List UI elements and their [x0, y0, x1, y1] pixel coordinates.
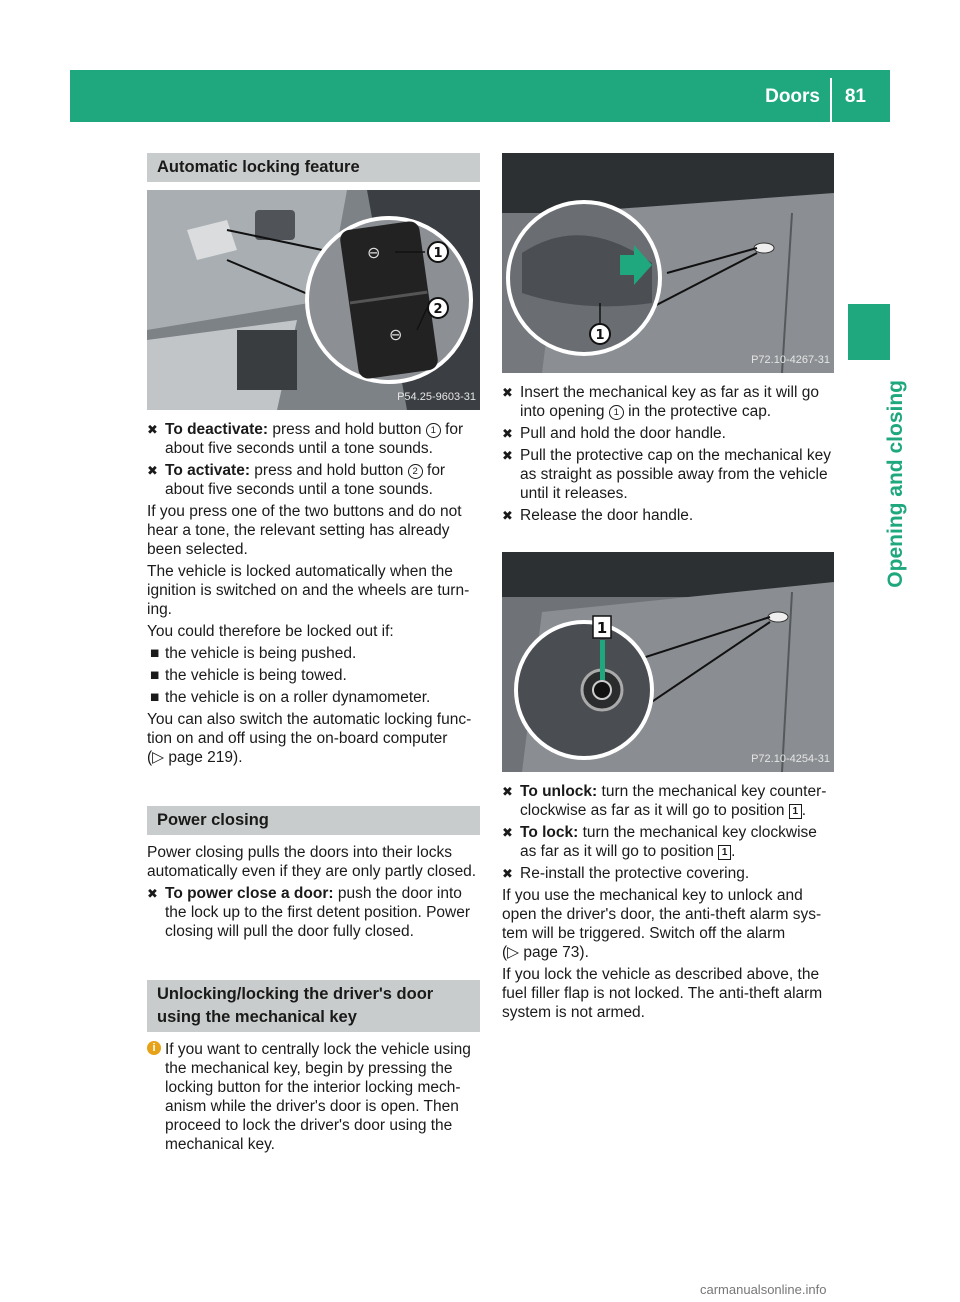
step-arrow-icon: ✖ [502, 426, 513, 441]
step-insert-key: ✖ Insert the mechanical key as far as it will go into opening 1 in the protective cap. [502, 384, 819, 420]
step-arrow-icon: ✖ [147, 463, 158, 478]
step-release-handle: ✖ Release the door handle. [502, 507, 694, 524]
door-panel-illustration [147, 190, 480, 410]
paragraph: You could therefore be locked out if: [147, 623, 394, 640]
step-arrow-icon: ✖ [147, 886, 158, 901]
section-heading-power-closing: Power closing [147, 806, 480, 835]
bullet-icon: ■ [150, 645, 160, 662]
door-handle-illustration [502, 153, 834, 373]
figure-lock-cylinder [502, 552, 834, 772]
lock-cylinder-illustration [502, 552, 834, 772]
list-item: ■ the vehicle is being towed. [150, 667, 347, 684]
callout-1-label: 1 [433, 246, 443, 261]
paragraph: You can also switch the automatic locking func-tion on and off using the on-board computer (▷ page 219). [147, 711, 472, 766]
step-pull-cap: ✖ Pull the protective cap on the mechanical key as straight as possible away from the vehicle until it releases. [502, 447, 832, 502]
callout-2-label: 2 [433, 302, 443, 317]
position-1-ref: 1 [718, 845, 731, 860]
bullet-icon: ■ [150, 689, 160, 706]
paragraph: The vehicle is locked automatically when the ignition is switched on and the wheels are turn-ing. [147, 563, 470, 618]
section-heading-automatic-locking: Automatic locking feature [147, 153, 480, 182]
step-pull-handle: ✖ Pull and hold the door handle. [502, 425, 726, 442]
figure-protective-cap [502, 153, 834, 373]
step-unlock: ✖ To unlock: turn the mechanical key counter-clockwise as far as it will go to position 1 . [502, 783, 827, 819]
step-arrow-icon: ✖ [147, 422, 158, 437]
list-item: ■ the vehicle is being pushed. [150, 645, 357, 662]
position-1-ref: 1 [789, 804, 802, 819]
button-1-ref: 1 [426, 423, 441, 438]
opening-1-ref: 1 [609, 405, 624, 420]
svg-text:⊖: ⊖ [367, 243, 381, 262]
paragraph: If you lock the vehicle as described above, the fuel filler flap is not locked. The anti-theft alarm system is not armed. [502, 966, 823, 1021]
paragraph: If you use the mechanical key to unlock and open the driver's door, the anti-theft alarm sys-tem will be triggered. Switch off the alarm (▷ page 73). [502, 887, 822, 961]
position-1-label: 1 [596, 619, 608, 637]
figure-door-lock-buttons [147, 190, 480, 410]
list-item: ■ the vehicle is on a roller dynamometer. [150, 689, 431, 706]
page-header-bar [70, 70, 890, 122]
step-activate: ✖ To activate: press and hold button 2 for about five seconds until a tone sounds. [147, 462, 446, 498]
info-note: i If you want to centrally lock the vehicle using the mechanical key, begin by pressing the locking button for the interior locking mech-anism while the driver's door is open. Then proceed to lock the driver's door using the mechanical key. [147, 1040, 480, 1154]
step-arrow-icon: ✖ [502, 508, 513, 523]
section-side-label: Opening and closing [884, 380, 907, 588]
step-arrow-icon: ✖ [502, 784, 513, 799]
callout-1-label: 1 [595, 328, 605, 343]
page-reference: (▷ page 73). [502, 944, 589, 961]
info-icon: i [147, 1041, 161, 1055]
step-arrow-icon: ✖ [502, 448, 513, 463]
button-2-ref: 2 [408, 464, 423, 479]
left-column [147, 153, 480, 1154]
paragraph: If you press one of the two buttons and do not hear a tone, the relevant setting has already been selected. [147, 503, 462, 558]
page-number: 81 [844, 86, 866, 107]
figure-code: P72.10-4267-31 [751, 354, 830, 366]
chapter-title: Doors [765, 86, 820, 107]
paragraph: Power closing pulls the doors into their locks automatically even if they are only partly closed. [147, 844, 477, 880]
svg-text:⊖: ⊖ [389, 325, 403, 344]
step-arrow-icon: ✖ [502, 385, 513, 400]
figure-code: P72.10-4254-31 [751, 753, 830, 765]
step-deactivate: ✖ To deactivate: press and hold button 1 for about five seconds until a tone sounds. [147, 421, 464, 457]
step-arrow-icon: ✖ [502, 866, 513, 881]
bullet-icon: ■ [150, 667, 160, 684]
step-power-close: ✖ To power close a door: push the door into the lock up to the first detent position. Power closing will pull the door fully closed. [147, 885, 471, 940]
section-tab [848, 304, 890, 360]
step-lock: ✖ To lock: turn the mechanical key clockwise as far as it will go to position 1 . [502, 824, 817, 860]
figure-code: P54.25-9603-31 [397, 391, 476, 403]
page-reference: (▷ page 219). [147, 749, 243, 766]
footer-watermark: carmanualsonline.info [700, 1282, 827, 1297]
step-arrow-icon: ✖ [502, 825, 513, 840]
header-divider [830, 78, 832, 122]
right-column [502, 153, 834, 1025]
step-reinstall: ✖ Re-install the protective covering. [502, 865, 750, 882]
section-heading-unlocking: Unlocking/locking the driver's door using the mechanical key [147, 980, 480, 1032]
